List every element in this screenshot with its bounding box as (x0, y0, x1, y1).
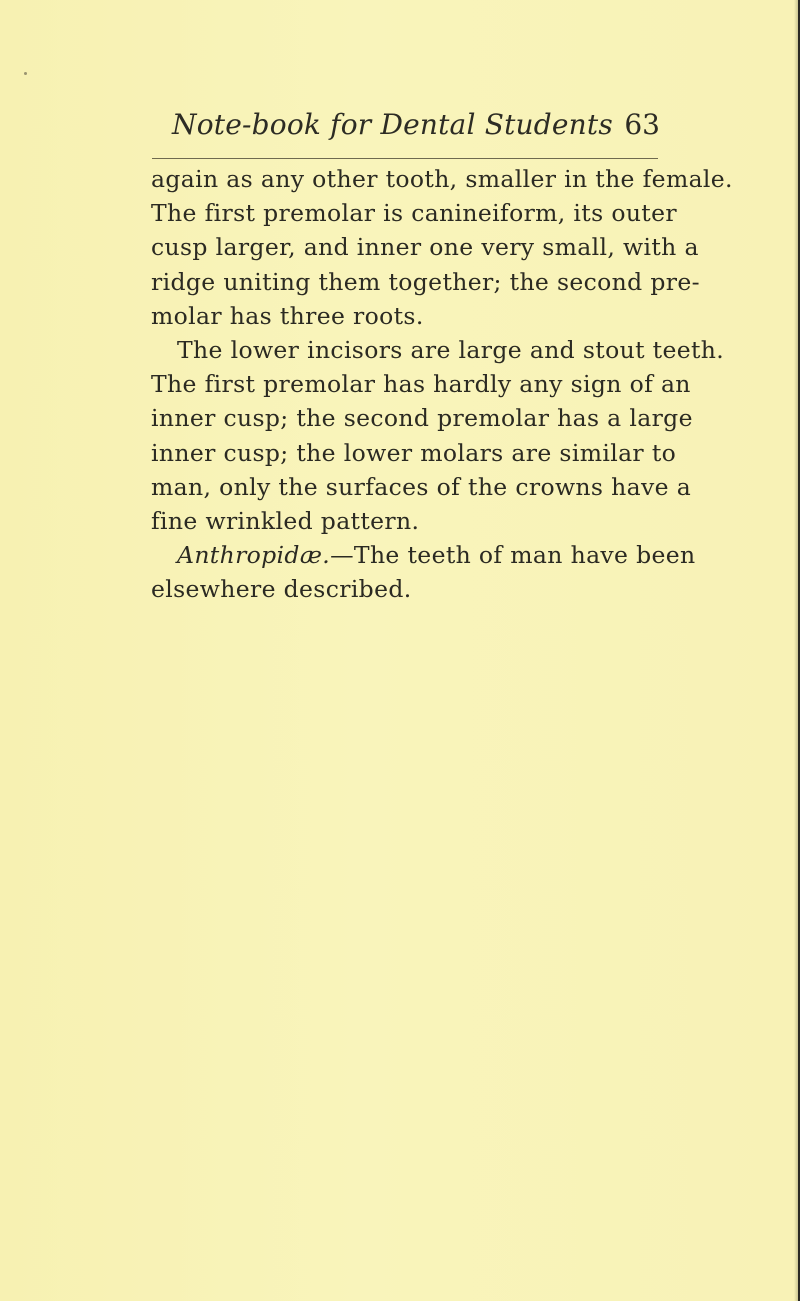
text-line: man, only the surfaces of the crowns have a (151, 472, 692, 501)
text-line: molar has three roots. (151, 301, 424, 330)
text-line: The first premolar is canineiform, its outer (151, 199, 677, 228)
text-line: cusp larger, and inner one very small, with a (151, 233, 699, 262)
running-title: Note-book for Dental Students (172, 108, 613, 141)
text-line: inner cusp; the second premolar has a large (151, 404, 693, 433)
page-header (150, 108, 660, 148)
text-line: fine wrinkled pattern. (151, 506, 420, 535)
text-line: elsewhere described. (151, 575, 412, 604)
page-number: 63 (624, 108, 660, 141)
text-line: The first premolar has hardly any sign of an (151, 370, 691, 399)
text-line (151, 538, 696, 572)
paper-speck (24, 72, 27, 75)
text-run: —The teeth of man have been (330, 541, 696, 570)
header-rule (152, 158, 658, 159)
italic-term: Anthropidæ. (177, 541, 331, 570)
text-line: ridge uniting them together; the second pre- (151, 267, 700, 296)
text-line: inner cusp; the lower molars are similar to (151, 438, 677, 467)
body-text (151, 162, 733, 606)
text-line: The lower incisors are large and stout teeth. (177, 335, 725, 364)
text-line: again as any other tooth, smaller in the female. (151, 165, 733, 193)
